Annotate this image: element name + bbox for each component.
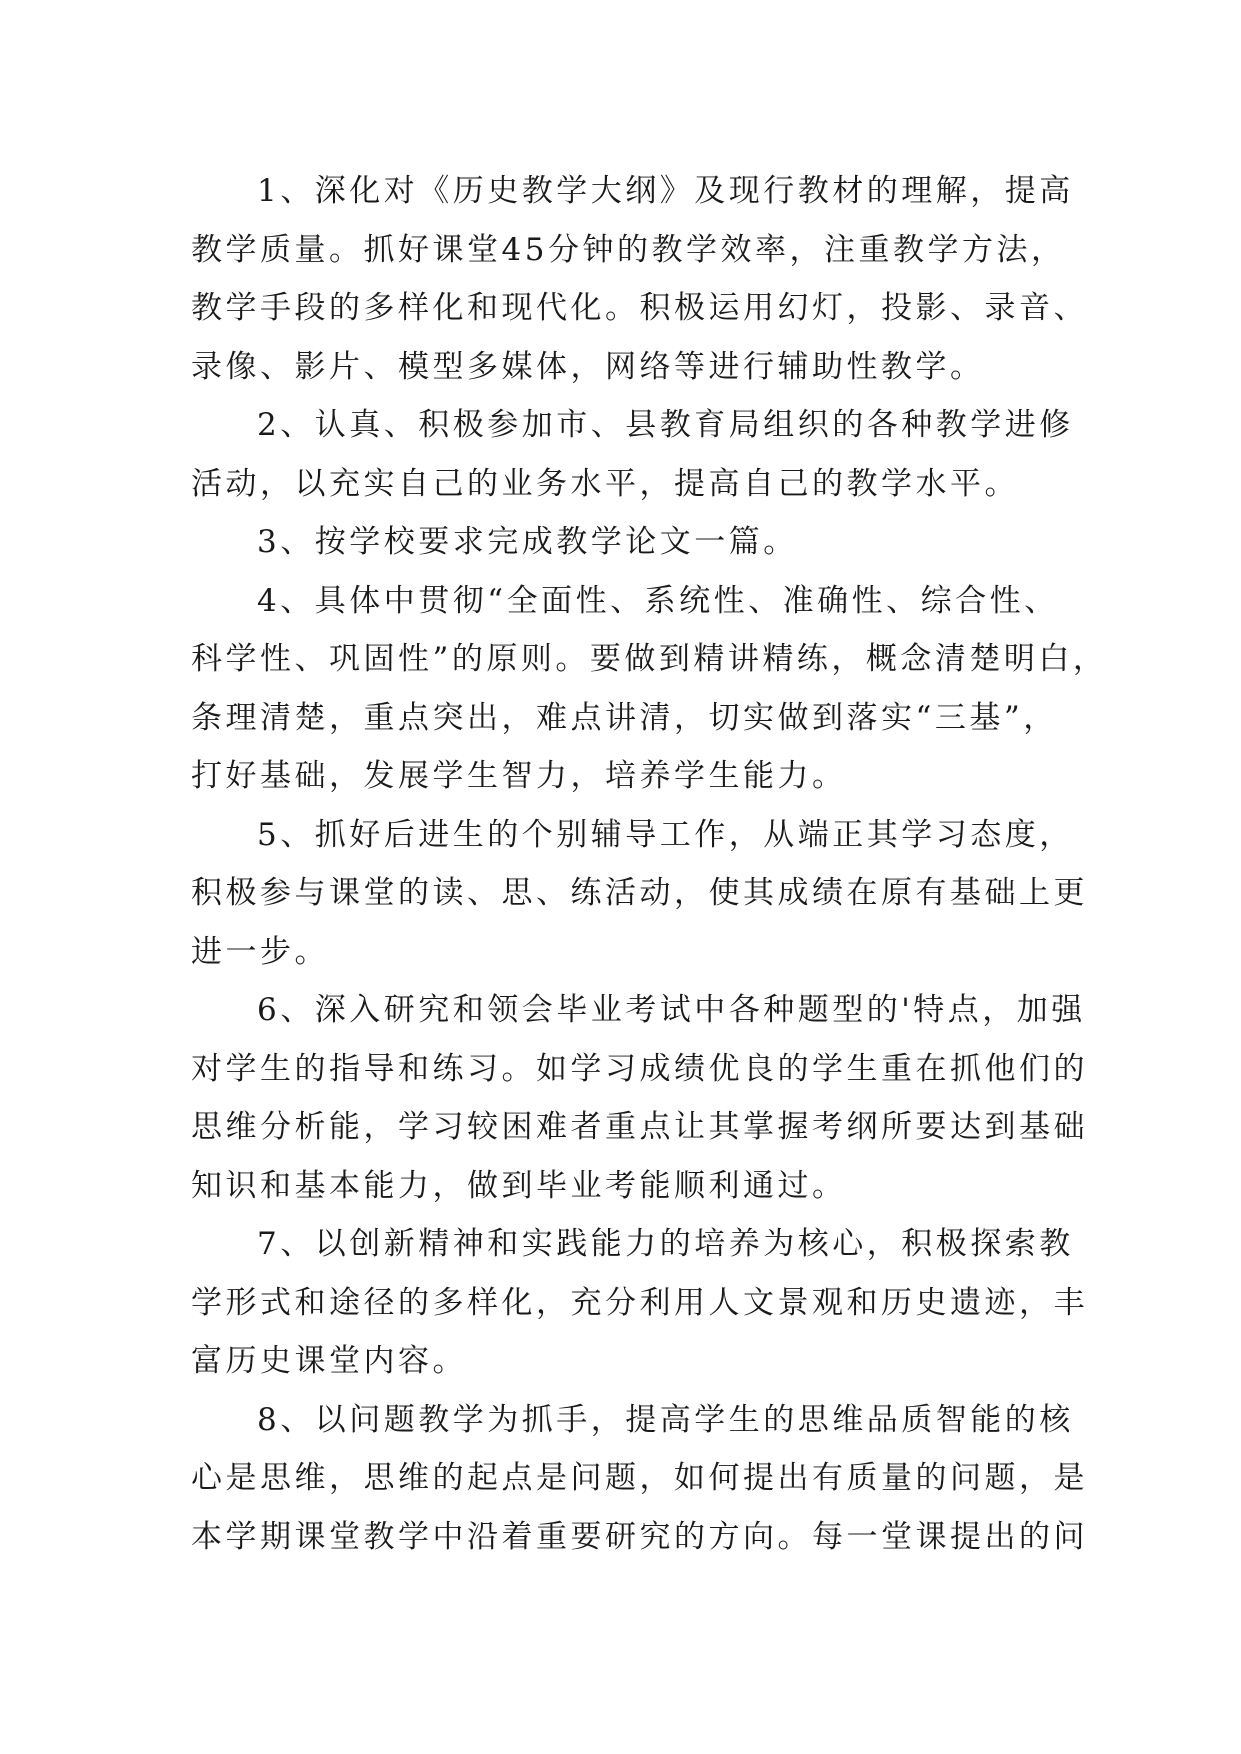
paragraph-8-line-1: 8、以问题教学为抓手，提高学生的思维品质智能的核 <box>257 1401 1074 1438</box>
paragraph-4-line-1: 4、具体中贯彻“全面性、系统性、准确性、综合性、 <box>257 582 1059 619</box>
paragraph-6-line-4: 知识和基本能力，做到毕业考能顺利通过。 <box>191 1167 847 1204</box>
paragraph-6-line-3: 思维分析能，学习较困难者重点让其掌握考纲所要达到基础 <box>191 1109 1088 1145</box>
paragraph-4-line-4: 打好基础，发展学生智力，培养学生能力。 <box>191 758 847 794</box>
paragraph-4-line-2: 科学性、巩固性”的原则。要做到精讲精练，概念清楚明白， <box>191 641 1108 677</box>
paragraph-5-line-3: 进一步。 <box>191 933 329 970</box>
paragraph-8-line-3: 本学期课堂教学中沿着重要研究的方向。每一堂课提出的问 <box>191 1518 1088 1555</box>
paragraph-6-line-2: 对学生的指导和练习。如学习成绩优良的学生重在抓他们的 <box>191 1050 1088 1087</box>
paragraph-7-line-3: 富历史课堂内容。 <box>191 1343 467 1379</box>
paragraph-6-line-1: 6、深入研究和领会毕业考试中各种题型的'特点，加强 <box>257 992 1086 1028</box>
paragraph-1-line-2: 教学质量。抓好课堂45分钟的教学效率，注重教学方法， <box>191 231 1066 268</box>
paragraph-1-line-3: 教学手段的多样化和现代化。积极运用幻灯，投影、录音、 <box>191 290 1088 326</box>
paragraph-5-line-2: 积极参与课堂的读、思、练活动，使其成绩在原有基础上更 <box>191 875 1088 911</box>
paragraph-7-line-2: 学形式和途径的多样化，充分利用人文景观和历史遗迹，丰 <box>191 1284 1088 1321</box>
paragraph-1-line-4: 录像、影片、模型多媒体，网络等进行辅助性教学。 <box>191 348 985 385</box>
document-body <box>191 162 1108 1566</box>
paragraph-1-line-1: 1、深化对《历史教学大纲》及现行教材的理解，提高 <box>257 173 1074 209</box>
paragraph-5-line-1: 5、抓好后进生的个别辅导工作，从端正其学习态度， <box>257 816 1074 853</box>
paragraph-3-line-1: 3、按学校要求完成教学论文一篇。 <box>257 524 798 560</box>
paragraph-7-line-1: 7、以创新精神和实践能力的培养为核心，积极探索教 <box>257 1226 1074 1262</box>
paragraph-2-line-2: 活动，以充实自己的业务水平，提高自己的教学水平。 <box>191 465 1019 502</box>
paragraph-2-line-1: 2、认真、积极参加市、县教育局组织的各种教学进修 <box>257 407 1074 443</box>
paragraph-4-line-3: 条理清楚，重点突出，难点讲清，切实做到落实“三基”， <box>191 699 1058 736</box>
paragraph-8-line-2: 心是思维，思维的起点是问题，如何提出有质量的问题，是 <box>191 1460 1088 1496</box>
